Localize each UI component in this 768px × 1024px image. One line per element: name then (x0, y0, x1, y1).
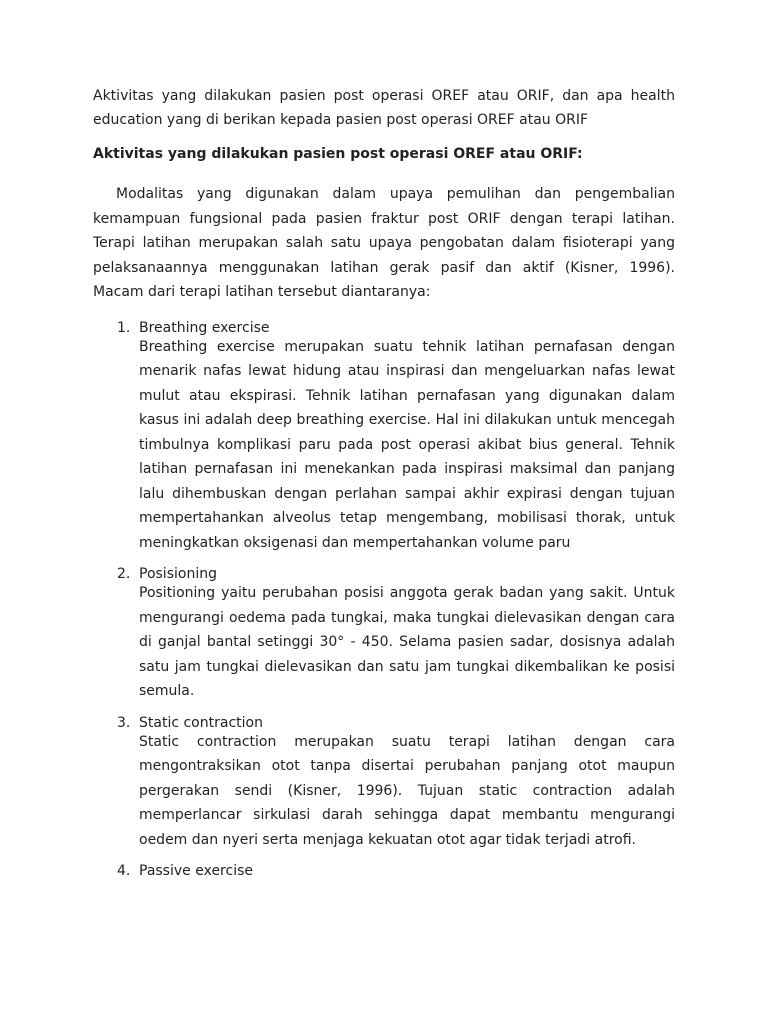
document-page (93, 84, 675, 890)
section-heading: Aktivitas yang dilakukan pasien post operasi OREF atau ORIF: (93, 146, 583, 162)
list-item-title: Passive exercise (139, 863, 253, 879)
list-item-static-contraction (93, 714, 675, 853)
list-item-body: Static contraction merupakan suatu terapi latihan dengan cara mengontraksikan otot tanpa disertai perubahan panjang otot maupun pergerakan sendi (Kisner, 1996). Tujuan static contraction adalah memperlancar sirkulasi darah sehingga dapat membantu mengurangi oedem dan nyeri serta menjaga kekuatan otot agar tidak terjadi atrofi. (139, 733, 675, 848)
question-text: Aktivitas yang dilakukan pasien post operasi OREF atau ORIF, dan apa health education yang di berikan kepada pasien post operasi OREF atau ORIF (93, 88, 675, 128)
list-item-title: Posisioning (139, 566, 217, 582)
intro-paragraph: Modalitas yang digunakan dalam upaya pemulihan dan pengembalian kemampuan fungsional pada pasien fraktur post ORIF dengan terapi latihan. Terapi latihan merupakan salah satu upaya pengobatan dalam fisioterapi yang pelaksanaannya menggunakan latihan gerak pasif dan aktif (Kisner, 1996). Macam dari terapi latihan tersebut diantaranya: (93, 186, 675, 300)
list-item-number: 3. (117, 714, 131, 731)
list-item-breathing-exercise (93, 319, 675, 556)
therapy-list (93, 319, 675, 881)
list-item-body: Breathing exercise merupakan suatu tehnik latihan pernafasan dengan menarik nafas lewat hidung atau inspirasi dan mengeluarkan nafas lewat mulut atau ekspirasi. Tehnik latihan pernafasan yang digunakan dalam kasus ini adalah deep breathing exercise. Hal ini dilakukan untuk mencegah timbulnya komplikasi paru pada post operasi akibat bius general. Tehnik latihan pernafasan ini menekankan pada inspirasi maksimal dan panjang lalu dihembuskan dengan perlahan sampai akhir expirasi dengan tujuan mempertahankan alveolus tetap mengembang, mobilisasi thorak, untuk meningkatkan oksigenasi dan mempertahankan volume paru (139, 338, 675, 551)
list-item-number: 2. (117, 566, 131, 582)
list-item-passive-exercise (93, 862, 675, 880)
list-item-number: 1. (117, 319, 131, 336)
list-item-posisioning (93, 565, 675, 704)
list-item-body: Positioning yaitu perubahan posisi anggota gerak badan yang sakit. Untuk mengurangi oedema pada tungkai, maka tungkai dielevasikan dengan cara di ganjal bantal setinggi 30° - 450. Selama pasien sadar, dosisnya adalah satu jam tungkai dielevasikan dan satu jam tungkai dikembalikan ke posisi semula. (139, 585, 675, 699)
list-item-title: Breathing exercise (139, 319, 270, 336)
list-item-number: 4. (117, 863, 131, 879)
list-item-title: Static contraction (139, 714, 263, 731)
